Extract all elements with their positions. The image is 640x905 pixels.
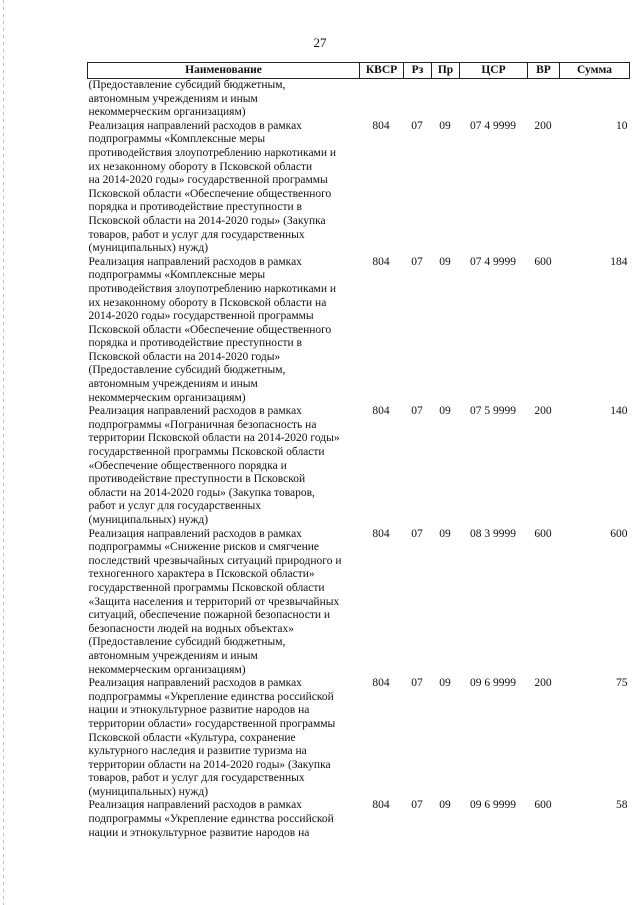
row-pr-cell: 09 — [439, 405, 451, 418]
row-kvsr-cell: 804 — [372, 677, 390, 690]
row-sum-cell: 600 — [610, 527, 628, 540]
name-line: Реализация направлений расходов в рамках — [88, 405, 302, 418]
budget-table — [87, 62, 630, 840]
header-kvsr: КВСР — [360, 63, 404, 79]
name-line: (Предоставление субсидий бюджетным, — [88, 364, 286, 377]
name-line: Реализация направлений расходов в рамках — [88, 527, 302, 540]
row-name-cell — [88, 79, 360, 120]
row-sum-cell: 10 — [616, 119, 628, 132]
name-line: подпрограммы «Комплексные меры — [88, 269, 266, 282]
name-line: подпрограммы «Укрепление единства российской — [88, 690, 334, 703]
name-line: ситуаций, обеспечение пожарной безопасности и — [88, 609, 331, 622]
row-rz-cell: 07 — [411, 527, 423, 540]
name-line: их незаконному обороту в Псковской области — [88, 160, 313, 173]
header-name: Наименование — [88, 63, 360, 79]
name-line: территории области» государственной программы — [88, 717, 336, 730]
name-line: противодействия злоупотреблению наркотиками и — [88, 282, 337, 295]
table-row — [88, 677, 630, 799]
name-line: автономным учреждениям и иным — [88, 649, 258, 662]
name-line: автономным учреждениям и иным — [88, 92, 258, 105]
name-line: (Предоставление субсидий бюджетным, — [88, 79, 286, 91]
table-body — [88, 79, 630, 841]
name-line: подпрограммы «Комплексные меры — [88, 133, 266, 146]
row-vr-cell: 600 — [534, 255, 552, 268]
name-line: подпрограммы «Укрепление единства российской — [88, 813, 334, 826]
row-csr-cell: 09 6 9999 — [470, 799, 516, 812]
name-line: подпрограммы «Пограничная безопасность на — [88, 418, 317, 431]
table-row — [88, 79, 630, 120]
row-csr-cell: 07 5 9999 — [470, 405, 516, 418]
name-line: противодействия злоупотреблению наркотиками и — [88, 146, 337, 159]
row-rz-cell: 07 — [411, 119, 423, 132]
name-line: на 2014-2020 годы» государственной программы — [88, 174, 328, 187]
row-csr-cell: 08 3 9999 — [470, 527, 516, 540]
row-kvsr-cell — [360, 79, 404, 120]
header-rz: Рз — [404, 63, 432, 79]
row-pr-cell — [432, 79, 460, 120]
name-line: 2014-2020 годы» государственной программы — [88, 310, 314, 323]
header-csr: ЦСР — [460, 63, 528, 79]
table-header-row — [88, 63, 630, 79]
name-line: Реализация направлений расходов в рамках — [88, 119, 302, 132]
scan-edge-line — [3, 0, 4, 905]
row-name-cell — [88, 677, 360, 799]
row-kvsr-cell: 804 — [372, 255, 390, 268]
row-name-cell — [88, 120, 360, 256]
table-row — [88, 256, 630, 406]
name-line: работ и услуг для государственных — [88, 500, 261, 513]
row-vr-cell: 600 — [534, 527, 552, 540]
row-pr-cell: 09 — [439, 527, 451, 540]
name-line: (муниципальных) нужд) — [88, 785, 209, 798]
name-line: Псковской области «Обеспечение общественного — [88, 187, 332, 200]
name-line: (муниципальных) нужд) — [88, 242, 209, 255]
table-row — [88, 120, 630, 256]
name-line: «Обеспечение общественного порядка и — [88, 459, 287, 472]
row-vr-cell: 200 — [534, 405, 552, 418]
name-line: Реализация направлений расходов в рамках — [88, 799, 302, 812]
row-name-cell — [88, 405, 360, 527]
name-line: Псковской области «Обеспечение общественного — [88, 323, 332, 336]
name-line: последствий чрезвычайных ситуаций природного и — [88, 554, 342, 567]
header-vr: ВР — [528, 63, 560, 79]
row-rz-cell: 07 — [411, 255, 423, 268]
name-line: некоммерческим организациям) — [88, 391, 246, 404]
name-line: территории области на 2014-2020 годы» (Закупка — [88, 758, 331, 771]
row-csr-cell: 07 4 9999 — [470, 255, 516, 268]
name-line: государственной программы Псковской области — [88, 446, 325, 459]
row-kvsr-cell: 804 — [372, 119, 390, 132]
row-kvsr-cell: 804 — [372, 799, 390, 812]
name-line: их незаконному обороту в Псковской области на — [88, 296, 327, 309]
name-line: автономным учреждениям и иным — [88, 378, 258, 391]
row-vr-cell — [528, 79, 560, 120]
name-line: противодействие преступности в Псковской — [88, 473, 306, 486]
name-line: Реализация направлений расходов в рамках — [88, 255, 302, 268]
name-line: государственной программы Псковской области — [88, 581, 325, 594]
name-line: Реализация направлений расходов в рамках — [88, 677, 302, 690]
row-pr-cell: 09 — [439, 255, 451, 268]
name-line: Псковской области на 2014-2020 годы» (Закупка — [88, 214, 326, 227]
row-pr-cell: 09 — [439, 677, 451, 690]
name-line: подпрограммы «Снижение рисков и смягчение — [88, 541, 320, 554]
row-sum-cell: 140 — [610, 405, 628, 418]
name-line: области на 2014-2020 годы» (Закупка товаров, — [88, 486, 315, 499]
name-line: (муниципальных) нужд) — [88, 514, 209, 526]
table-row — [88, 405, 630, 527]
name-line: товаров, работ и услуг для государственных — [88, 772, 305, 785]
row-sum-cell — [560, 79, 630, 120]
row-vr-cell: 200 — [534, 677, 552, 690]
name-line: (Предоставление субсидий бюджетным, — [88, 636, 286, 649]
row-name-cell — [88, 256, 360, 406]
name-line: порядка и противодействие преступности в — [88, 337, 302, 350]
row-rz-cell: 07 — [411, 677, 423, 690]
name-line: товаров, работ и услуг для государственных — [88, 228, 305, 241]
row-sum-cell: 184 — [610, 255, 628, 268]
page-number: 27 — [313, 35, 327, 50]
row-csr-cell — [460, 79, 528, 120]
row-name-cell — [88, 799, 360, 840]
name-line: некоммерческим организациям) — [88, 106, 246, 119]
name-line: безопасности людей на водных объектах» — [88, 622, 294, 635]
header-pr: Пр — [432, 63, 460, 79]
row-name-cell — [88, 528, 360, 678]
name-line: территории Псковской области на 2014-2020 годы» — [88, 432, 340, 445]
name-line: порядка и противодействие преступности в — [88, 201, 302, 214]
name-line: нации и этнокультурное развитие народов на — [88, 704, 310, 717]
row-csr-cell: 07 4 9999 — [470, 119, 516, 132]
row-kvsr-cell: 804 — [372, 527, 390, 540]
row-rz-cell: 07 — [411, 405, 423, 418]
row-kvsr-cell: 804 — [372, 405, 390, 418]
row-vr-cell: 200 — [534, 119, 552, 132]
name-line: техногенного характера в Псковской области» — [88, 568, 315, 581]
row-sum-cell: 58 — [616, 799, 628, 812]
row-csr-cell: 09 6 9999 — [470, 677, 516, 690]
name-line: нации и этнокультурное развитие народов на — [88, 826, 310, 839]
name-line: некоммерческим организациям) — [88, 663, 246, 676]
row-rz-cell — [404, 79, 432, 120]
header-sum: Сумма — [560, 63, 630, 79]
row-pr-cell: 09 — [439, 119, 451, 132]
name-line: «Защита населения и территорий от чрезвычайных — [88, 595, 340, 608]
row-sum-cell: 75 — [616, 677, 628, 690]
table-row — [88, 799, 630, 840]
name-line: Псковской области «Культура, сохранение — [88, 731, 296, 744]
row-pr-cell: 09 — [439, 799, 451, 812]
row-rz-cell: 07 — [411, 799, 423, 812]
table-row — [88, 528, 630, 678]
name-line: культурного наследия и развитие туризма на — [88, 745, 307, 758]
row-vr-cell: 600 — [534, 799, 552, 812]
name-line: Псковской области на 2014-2020 годы» — [88, 350, 281, 363]
